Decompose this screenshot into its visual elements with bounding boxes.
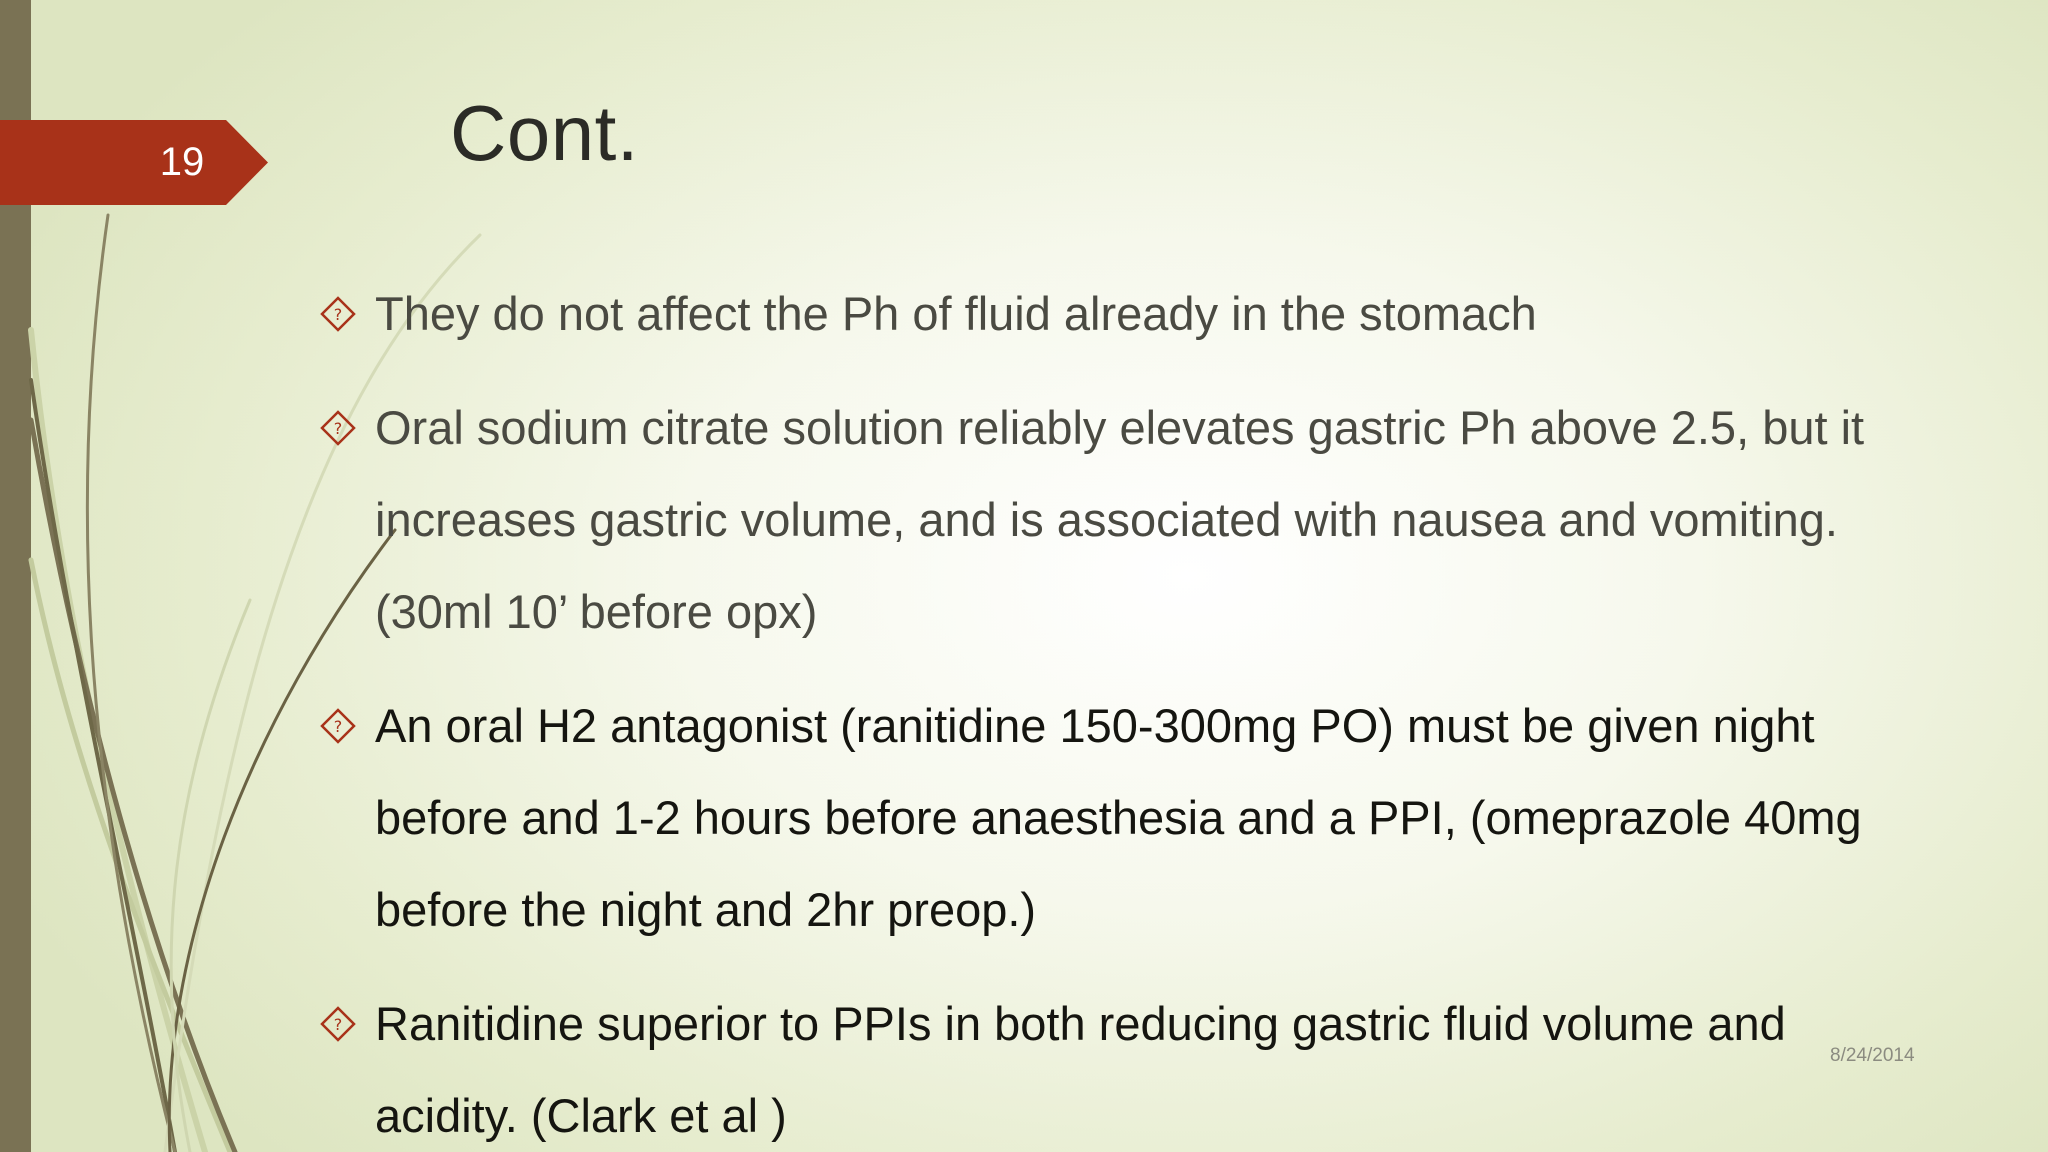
bullet-item	[320, 382, 1910, 658]
bullet-text: They do not affect the Ph of fluid already in the stomach	[375, 287, 1537, 340]
diamond-question-icon	[320, 410, 356, 446]
bullet-text: Ranitidine superior to PPIs in both reducing gastric fluid volume and acidity. (Clark et al )	[375, 997, 1786, 1142]
svg-text:?: ?	[333, 419, 343, 438]
bullet-item	[320, 978, 1910, 1152]
slide-title: Cont.	[450, 89, 639, 177]
diamond-question-icon	[320, 296, 356, 332]
svg-text:?: ?	[333, 1015, 343, 1034]
bullet-item	[320, 268, 1910, 360]
bullet-list	[320, 268, 1910, 1152]
svg-text:?: ?	[333, 305, 343, 324]
svg-text:?: ?	[333, 717, 343, 736]
slide-number: 19	[159, 140, 205, 184]
diamond-question-icon	[320, 1006, 356, 1042]
slide-date: 8/24/2014	[1830, 1045, 1915, 1066]
diamond-question-icon	[320, 708, 356, 744]
bullet-text: Oral sodium citrate solution reliably elevates gastric Ph above 2.5, but it increases gastric volume, and is associated with nausea and vomiting. (30ml 10’ before opx)	[375, 401, 1865, 638]
bullet-item	[320, 680, 1910, 956]
bullet-text: An oral H2 antagonist (ranitidine 150-300mg PO) must be given night before and 1-2 hours before anaesthesia and a PPI, (omeprazole 40mg before the night and 2hr preop.)	[375, 699, 1862, 936]
